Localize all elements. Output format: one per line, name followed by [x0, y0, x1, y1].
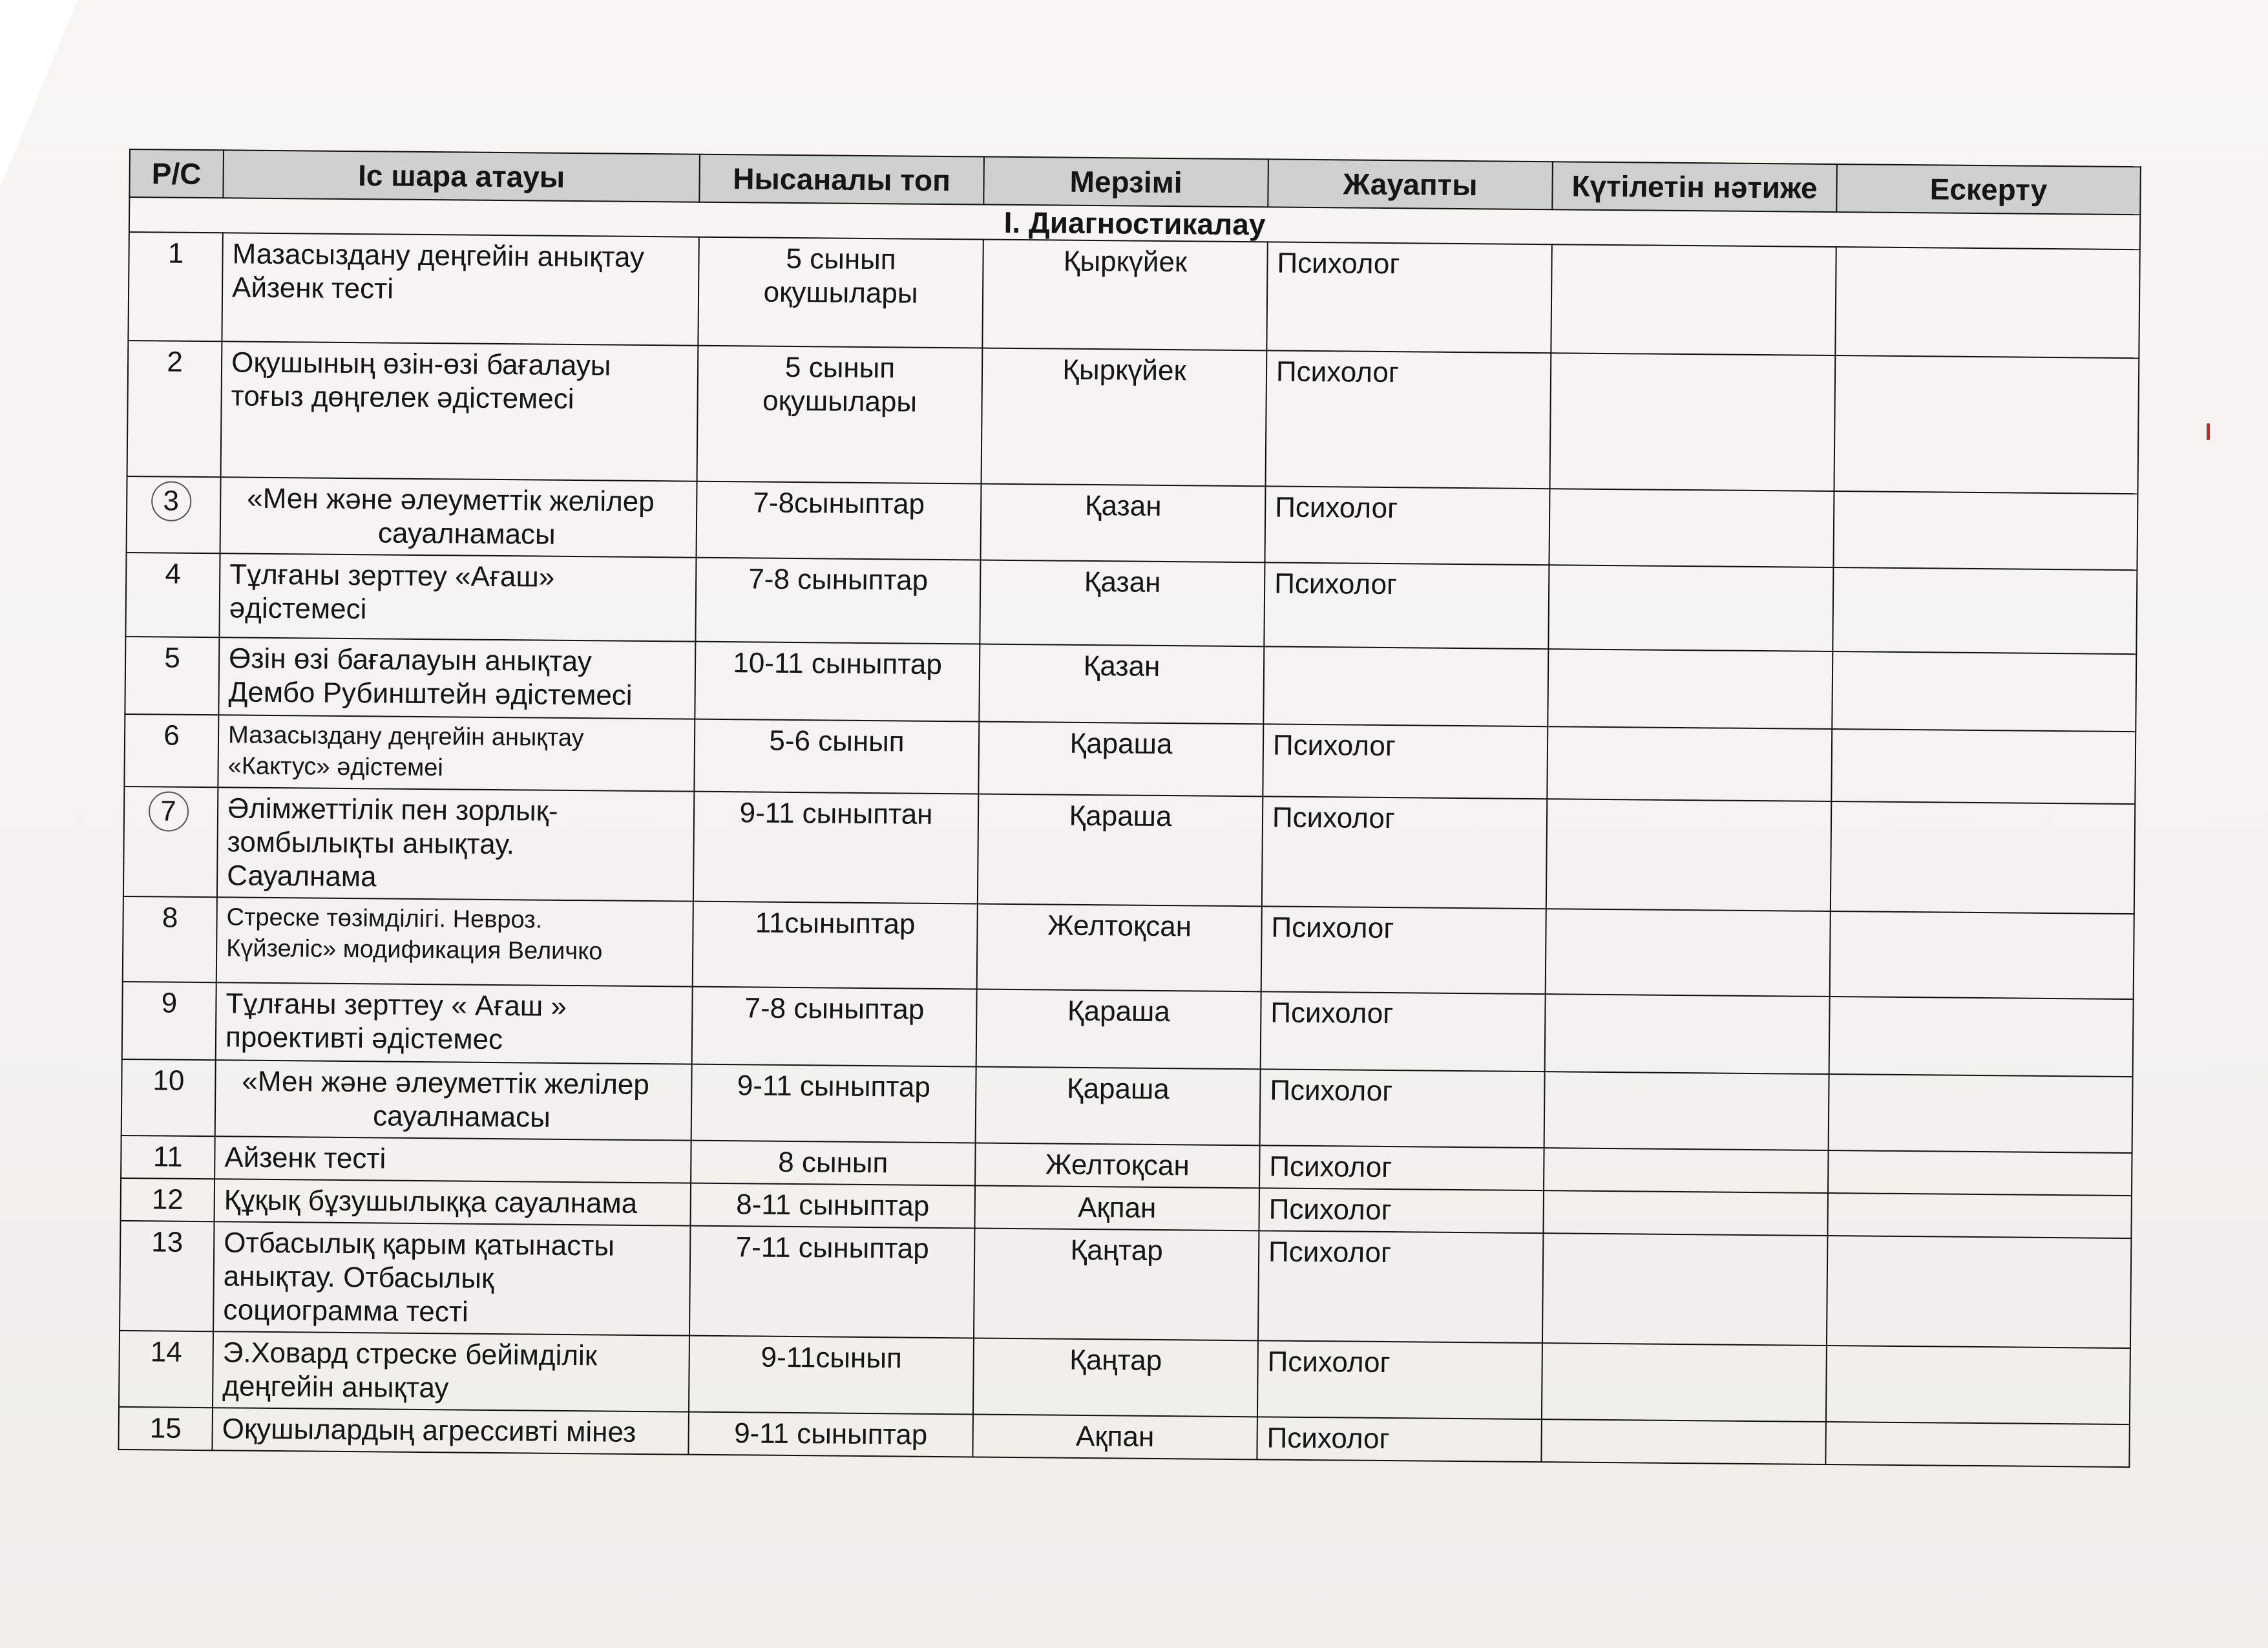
- target-group: 5-6 сынып: [694, 719, 979, 794]
- responsible: [1263, 646, 1548, 726]
- row-num: 4: [125, 553, 220, 637]
- target-group: 7-8 сыныптар: [692, 987, 977, 1067]
- row-num: 5: [125, 637, 219, 715]
- responsible: Психолог: [1265, 486, 1549, 565]
- responsible: Психолог: [1261, 991, 1546, 1072]
- target-group: 9-11 сыныптар: [688, 1412, 973, 1457]
- responsible: Психолог: [1266, 350, 1551, 489]
- table-row: [123, 787, 2135, 914]
- note: [1831, 729, 2136, 804]
- event-name: Тұлғаны зерттеу «Ағаш» әдістемесі: [219, 553, 696, 641]
- event-name: Стреске төзімділігі. Невроз. Күйзеліс» модификация Величко: [216, 897, 693, 986]
- event-name: Айзенк тесті: [215, 1136, 691, 1183]
- responsible: Психолог: [1266, 242, 1551, 353]
- row-num: 15: [118, 1407, 213, 1450]
- table-row: [127, 341, 2139, 494]
- row-num: 6: [124, 714, 218, 787]
- target-group: 5 сынып оқушылары: [698, 237, 983, 348]
- row-num: 14: [119, 1331, 213, 1408]
- folded-corner: [0, 0, 78, 187]
- term: Қазан: [980, 560, 1265, 647]
- expected-result: [1549, 489, 1834, 567]
- responsible: Психолог: [1257, 1340, 1542, 1419]
- event-name: «Мен және әлеуметтік желілер сауалнамасы: [215, 1060, 692, 1140]
- target-group: 7-11 сыныптар: [689, 1226, 974, 1338]
- event-name: Оқушының өзін-өзі бағалауы тоғыз дөңгелек әдістемесі: [221, 341, 698, 481]
- note: [1828, 1150, 2132, 1196]
- row-num: 10: [121, 1059, 216, 1136]
- term: Ақпан: [972, 1414, 1257, 1459]
- event-name: Мазасыздану деңгейін анықтау «Кактус» әдістемеі: [218, 715, 695, 791]
- note: [1825, 1422, 2130, 1467]
- term: Желтоқсан: [975, 1143, 1260, 1188]
- note: [1832, 651, 2136, 732]
- row-num: 8: [123, 896, 217, 982]
- expected-result: [1542, 1343, 1827, 1422]
- table-row: [128, 232, 2139, 358]
- header-event-name: Іс шара атауы: [223, 150, 700, 202]
- row-num: 13: [120, 1221, 214, 1331]
- note: [1831, 801, 2135, 914]
- row-num: 2: [127, 341, 222, 477]
- note: [1829, 997, 2134, 1077]
- table-row: [120, 1221, 2131, 1348]
- term: Қаңтар: [974, 1228, 1259, 1340]
- header-responsible: Жауапты: [1268, 159, 1553, 209]
- note: [1832, 567, 2137, 654]
- circled-num: 3: [151, 481, 191, 522]
- target-group: 11сыныптар: [693, 902, 978, 989]
- row-num: [127, 476, 221, 553]
- expected-result: [1543, 1190, 1828, 1236]
- event-name: «Мен және әлеуметтік желілер сауалнамасы: [220, 477, 697, 557]
- expected-result: [1542, 1233, 1827, 1346]
- target-group: 9-11сынып: [689, 1336, 974, 1415]
- term: Қаңтар: [973, 1338, 1258, 1417]
- event-name: Тұлғаны зерттеу « Ағаш » проективті әдістемес: [216, 982, 693, 1064]
- responsible: Психолог: [1263, 724, 1548, 799]
- term: Қазан: [980, 484, 1265, 563]
- expected-result: [1548, 649, 1832, 729]
- event-name: Әлімжеттілік пен зорлық- зомбылықты анықтау. Сауалнама: [217, 787, 694, 901]
- expected-result: [1546, 909, 1831, 997]
- term: Қыркүйек: [982, 240, 1267, 351]
- plan-table: [118, 149, 2141, 1468]
- target-group: 7-8 сыныптар: [695, 558, 980, 644]
- header-note: Ескерту: [1836, 164, 2141, 215]
- row-num: [123, 787, 218, 897]
- expected-result: [1548, 565, 1833, 651]
- row-num: 12: [121, 1178, 215, 1221]
- note: [1827, 1236, 2131, 1348]
- red-mark: [2207, 423, 2210, 440]
- event-name: Құқық бұзушылыққа сауалнама: [215, 1179, 691, 1225]
- responsible: Психолог: [1260, 1069, 1545, 1148]
- note: [1827, 1193, 2132, 1238]
- target-group: 9-11 сыныптан: [693, 792, 978, 904]
- responsible: Психолог: [1259, 1188, 1544, 1233]
- responsible: Психолог: [1258, 1231, 1543, 1343]
- target-group: 9-11 сыныптар: [691, 1064, 976, 1143]
- event-name: Э.Ховард стреске бейімділік деңгейін анықтау: [213, 1331, 689, 1411]
- term: Желтоқсан: [977, 904, 1262, 992]
- header-num: Р/С: [129, 149, 224, 198]
- expected-result: [1544, 1148, 1829, 1193]
- term: Қараша: [978, 794, 1263, 907]
- responsible: Психолог: [1257, 1417, 1542, 1462]
- section-title: І. Диагностикалау: [129, 197, 2140, 249]
- expected-result: [1546, 799, 1831, 911]
- event-name: Отбасылық қарым қатынасты анықтау. Отбасылық социограмма тесті: [213, 1221, 690, 1335]
- note: [1830, 911, 2134, 999]
- target-group: 5 сынып оқушылары: [697, 346, 983, 484]
- responsible: Психолог: [1264, 562, 1549, 649]
- expected-result: [1547, 726, 1832, 801]
- row-num: 11: [121, 1136, 215, 1179]
- term: Қыркүйек: [982, 348, 1267, 487]
- term: Қараша: [976, 1066, 1261, 1145]
- term: Қараша: [976, 989, 1261, 1069]
- expected-result: [1549, 353, 1835, 491]
- event-name: Мазасыздану деңгейін анықтау Айзенк тесті: [222, 233, 698, 345]
- note: [1834, 355, 2139, 494]
- note: [1833, 491, 2137, 570]
- responsible: Психолог: [1261, 906, 1546, 994]
- expected-result: [1551, 244, 1836, 355]
- term: Ақпан: [974, 1185, 1259, 1231]
- responsible: Психолог: [1259, 1145, 1544, 1190]
- note: [1826, 1346, 2130, 1424]
- header-expected-result: Күтілетін нәтиже: [1552, 162, 1837, 212]
- note: [1835, 247, 2139, 358]
- responsible: Психолог: [1262, 796, 1547, 909]
- term: Қараша: [978, 722, 1263, 797]
- target-group: 8 сынып: [691, 1141, 976, 1186]
- term: Қазан: [979, 644, 1264, 724]
- target-group: 10-11 сыныптар: [695, 642, 980, 722]
- row-num: 1: [128, 232, 222, 341]
- header-target-group: Нысаналы топ: [699, 154, 984, 205]
- expected-result: [1541, 1419, 1826, 1464]
- expected-result: [1544, 1072, 1829, 1150]
- event-name: Өзін өзі бағалауын анықтау Дембо Рубинштейн әдістемесі: [218, 637, 695, 719]
- header-term: Мерзімі: [983, 157, 1268, 207]
- note: [1829, 1074, 2133, 1153]
- event-name: Оқушылардың агрессивті мінез: [212, 1408, 689, 1454]
- row-num: 9: [122, 982, 216, 1060]
- expected-result: [1545, 994, 1830, 1074]
- target-group: 8-11 сыныптар: [690, 1183, 975, 1229]
- circled-num: 7: [148, 791, 189, 832]
- plan-table-wrapper: [118, 149, 2141, 1468]
- target-group: 7-8сыныптар: [697, 481, 982, 560]
